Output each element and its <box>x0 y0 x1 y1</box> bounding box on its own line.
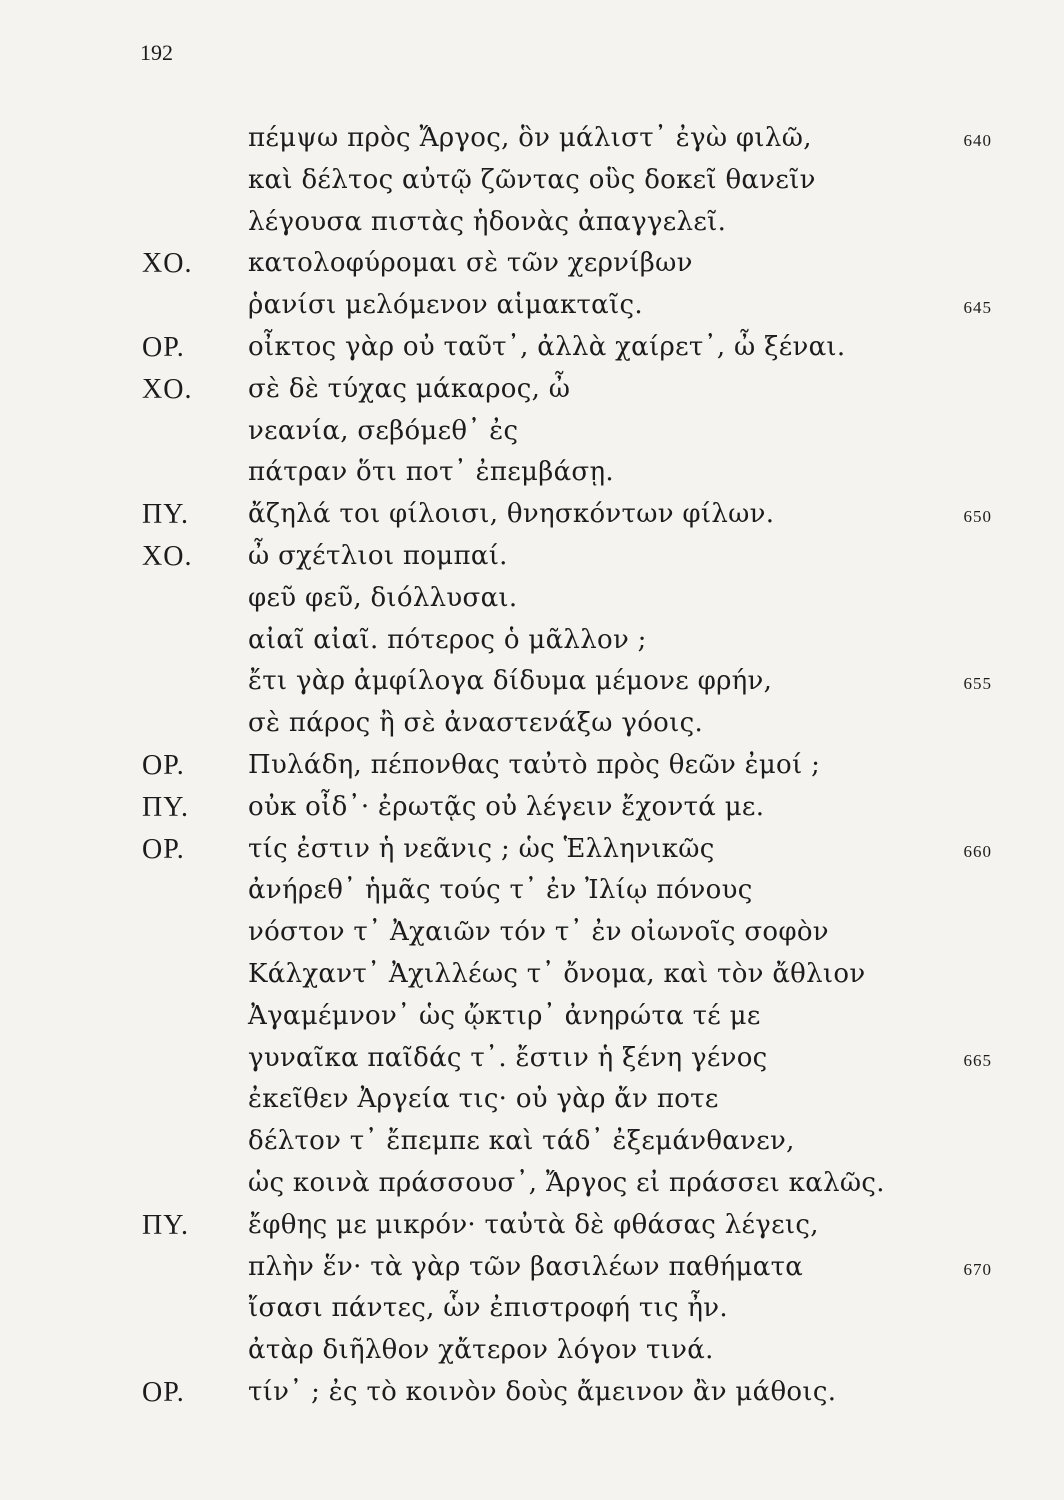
verse-line <box>0 411 1064 453</box>
verse-text: τίς ἐστιν ἡ νεᾶνις ; ὡς Ἑλληνικῶς <box>248 833 715 864</box>
page-number: 192 <box>140 40 173 65</box>
verse-text: κατολοφύρομαι σὲ τῶν χερνίβων <box>248 248 693 279</box>
verse-line <box>0 745 1064 787</box>
verse-text: πέμψω πρὸς Ἄργος, ὃν μάλιστ᾽ ἐγὼ φιλῶ, <box>248 123 812 153</box>
verse-text: ἄζηλά τοι φίλοισι, θνησκόντων φίλων. <box>248 499 775 530</box>
verse-text: ἴσασι πάντες, ὧν ἐπιστροφή τις ἦν. <box>248 1293 728 1324</box>
verse-text: νεανία, σεβόμεθ᾽ ἐς <box>248 415 519 446</box>
line-number: 660 <box>963 841 992 861</box>
verse-line <box>0 1163 1064 1205</box>
verse-line <box>0 787 1064 829</box>
verse-text: ἔφθης με μικρόν· ταὐτὰ δὲ φθάσας λέγεις, <box>248 1209 819 1240</box>
verse-line <box>0 1247 1064 1289</box>
verse-text: Κάλχαντ᾽ Ἀχιλλέως τ᾽ ὄνομα, καὶ τὸν ἄθλιον <box>248 958 866 989</box>
verse-line <box>0 160 1064 202</box>
verse-line <box>0 243 1064 285</box>
line-number: 640 <box>963 131 992 150</box>
verse-line <box>0 1288 1064 1330</box>
verse-text: καὶ δέλτος αὐτῷ ζῶντας οὓς δοκεῖ θανεῖν <box>248 164 816 195</box>
verse-line <box>0 1038 1064 1080</box>
verse-text: γυναῖκα παῖδάς τ᾽. ἔστιν ἡ ξένη γένος <box>248 1042 768 1073</box>
verse-text: νόστον τ᾽ Ἀχαιῶν τόν τ᾽ ἐν οἰωνοῖς σοφὸν <box>248 917 829 948</box>
verse-line <box>0 452 1064 494</box>
verse-text: ὦ σχέτλιοι πομπαί. <box>248 540 508 571</box>
speaker-label: ΟΡ. <box>142 833 185 865</box>
speaker-label: ΟΡ. <box>142 749 185 781</box>
verse-line <box>0 829 1064 871</box>
verse-line <box>0 661 1064 703</box>
verse-text: αἰαῖ αἰαῖ. πότερος ὁ μᾶλλον ; <box>248 624 647 655</box>
verse-text: πάτραν ὅτι ποτ᾽ ἐπεμβάσῃ. <box>248 457 614 488</box>
verse-line <box>0 1121 1064 1163</box>
verse-line <box>0 327 1064 369</box>
verse-line <box>0 578 1064 620</box>
verse-line <box>0 912 1064 954</box>
verse-text: οὐκ οἶδ᾽· ἐρωτᾷς οὐ λέγειν ἔχοντά με. <box>248 791 765 822</box>
verse-text: φεῦ φεῦ, διόλλυσαι. <box>248 582 518 613</box>
line-number: 650 <box>963 507 992 527</box>
line-number: 645 <box>963 298 992 318</box>
verse-line <box>0 1372 1064 1414</box>
verse-text: οἶκτος γὰρ οὐ ταῦτ᾽, ἀλλὰ χαίρετ᾽, ὦ ξέναι. <box>248 331 846 362</box>
verse-line <box>0 1205 1064 1247</box>
verse-line <box>0 118 1064 160</box>
verse-text: λέγουσα πιστὰς ἡδονὰς ἀπαγγελεῖ. <box>248 206 727 237</box>
verse-text: τίν᾽ ; ἐς τὸ κοινὸν δοὺς ἄμεινον ἂν μάθοις. <box>248 1376 837 1407</box>
verse-text: ὡς κοινὰ πράσσουσ᾽, Ἄργος εἰ πράσσει καλῶς. <box>248 1167 885 1198</box>
line-number: 655 <box>963 674 992 694</box>
verse-text: σὲ πάρος ἢ σὲ ἀναστενάξω γόοις. <box>248 708 704 739</box>
line-number: 670 <box>963 1259 992 1279</box>
verse-text: σὲ δὲ τύχας μάκαρος, ὦ <box>248 373 571 404</box>
verse-text: ῥανίσι μελόμενον αἱμακταῖς. <box>248 290 643 321</box>
verse-text: ἐκεῖθεν Ἀργεία τις· οὐ γὰρ ἄν ποτε <box>248 1084 719 1115</box>
verse-text: πλὴν ἕν· τὰ γὰρ τῶν βασιλέων παθήματα <box>248 1251 804 1282</box>
verse-line <box>0 870 1064 912</box>
verse-line <box>0 536 1064 578</box>
verse-line <box>0 1330 1064 1372</box>
speaker-label: ΧΟ. <box>142 373 193 405</box>
speaker-label: ΠΥ. <box>142 1209 189 1241</box>
verse-line <box>0 620 1064 662</box>
verse-text: Πυλάδη, πέπονθας ταὐτὸ πρὸς θεῶν ἐμοί ; <box>248 749 821 780</box>
speaker-label: ΠΥ. <box>142 499 189 531</box>
speaker-label: ΧΟ. <box>142 248 193 280</box>
verse-text: δέλτον τ᾽ ἔπεμπε καὶ τάδ᾽ ἐξεμάνθανεν, <box>248 1126 795 1157</box>
verse-line <box>0 202 1064 244</box>
verse-line <box>0 494 1064 536</box>
verse-line <box>0 996 1064 1038</box>
verse-line <box>0 703 1064 745</box>
verse-line <box>0 1079 1064 1121</box>
speaker-label: ΟΡ. <box>142 331 185 363</box>
verse-block <box>0 118 1064 1414</box>
verse-line <box>0 369 1064 411</box>
speaker-label: ΠΥ. <box>142 791 189 823</box>
verse-text: ἀνήρεθ᾽ ἡμᾶς τούς τ᾽ ἐν Ἰλίῳ πόνους <box>248 875 753 906</box>
verse-text: ἀτὰρ διῆλθον χἄτερον λόγον τινά. <box>248 1335 714 1366</box>
line-number: 665 <box>963 1050 992 1070</box>
speaker-label: ΟΡ. <box>142 1376 185 1408</box>
verse-text: Ἀγαμέμνον᾽ ὡς ᾤκτιρ᾽ ἀνηρώτα τέ με <box>248 1000 761 1031</box>
verse-line <box>0 954 1064 996</box>
verse-line <box>0 285 1064 327</box>
verse-text: ἔτι γὰρ ἀμφίλογα δίδυμα μέμονε φρήν, <box>248 666 773 697</box>
speaker-label: ΧΟ. <box>142 540 193 572</box>
